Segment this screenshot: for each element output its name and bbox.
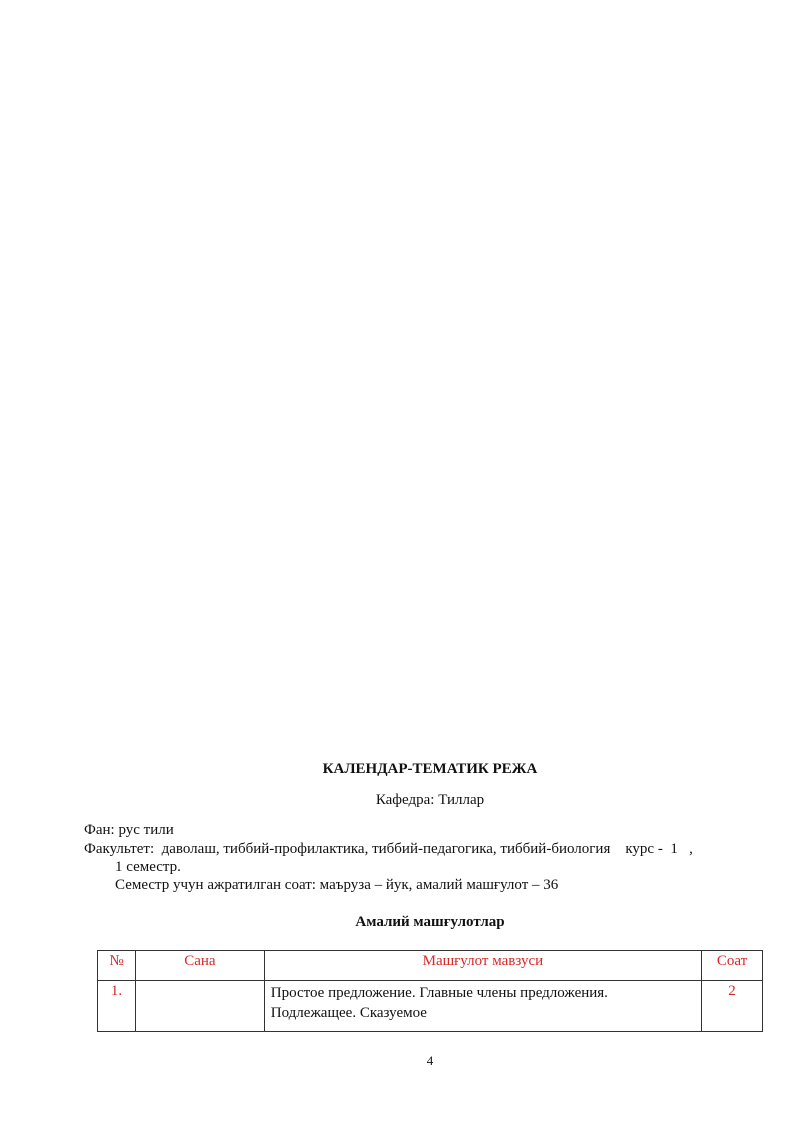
- row-date: [135, 981, 264, 1032]
- schedule-table: [97, 950, 763, 1032]
- row-topic: [264, 981, 701, 1032]
- table-header-row: [98, 951, 763, 981]
- semester-line: 1 семестр.: [115, 859, 181, 875]
- faculty-line: Факультет: даволаш, тиббий-профилактика, тиббий-педагогика, тиббий-биология курс - 1 ,: [84, 841, 693, 857]
- header-date: Сана: [135, 951, 264, 981]
- table-row: [98, 981, 763, 1032]
- row-topic-line-1: Простое предложение. Главные члены предложения.: [270, 985, 608, 1001]
- section-title: Амалий машғулотлар: [355, 914, 505, 930]
- page-number: 4: [426, 1053, 434, 1068]
- header-topic: Машғулот мавзуси: [264, 951, 701, 981]
- row-topic-line-2: Подлежащее. Сказуемое: [270, 1005, 427, 1021]
- header-number: №: [98, 951, 136, 981]
- row-hours: 2: [702, 981, 763, 1032]
- row-number: 1.: [98, 981, 136, 1032]
- department-line: Кафедра: Тиллар: [375, 792, 485, 808]
- subject-line: Фан: рус тили: [84, 822, 174, 838]
- document-title: КАЛЕНДАР-ТЕМАТИК РЕЖА: [322, 761, 538, 777]
- hours-allocation-line: Семестр учун ажратилган соат: маъруза – йук, амалий машғулот – 36: [115, 877, 559, 893]
- header-hours: Соат: [702, 951, 763, 981]
